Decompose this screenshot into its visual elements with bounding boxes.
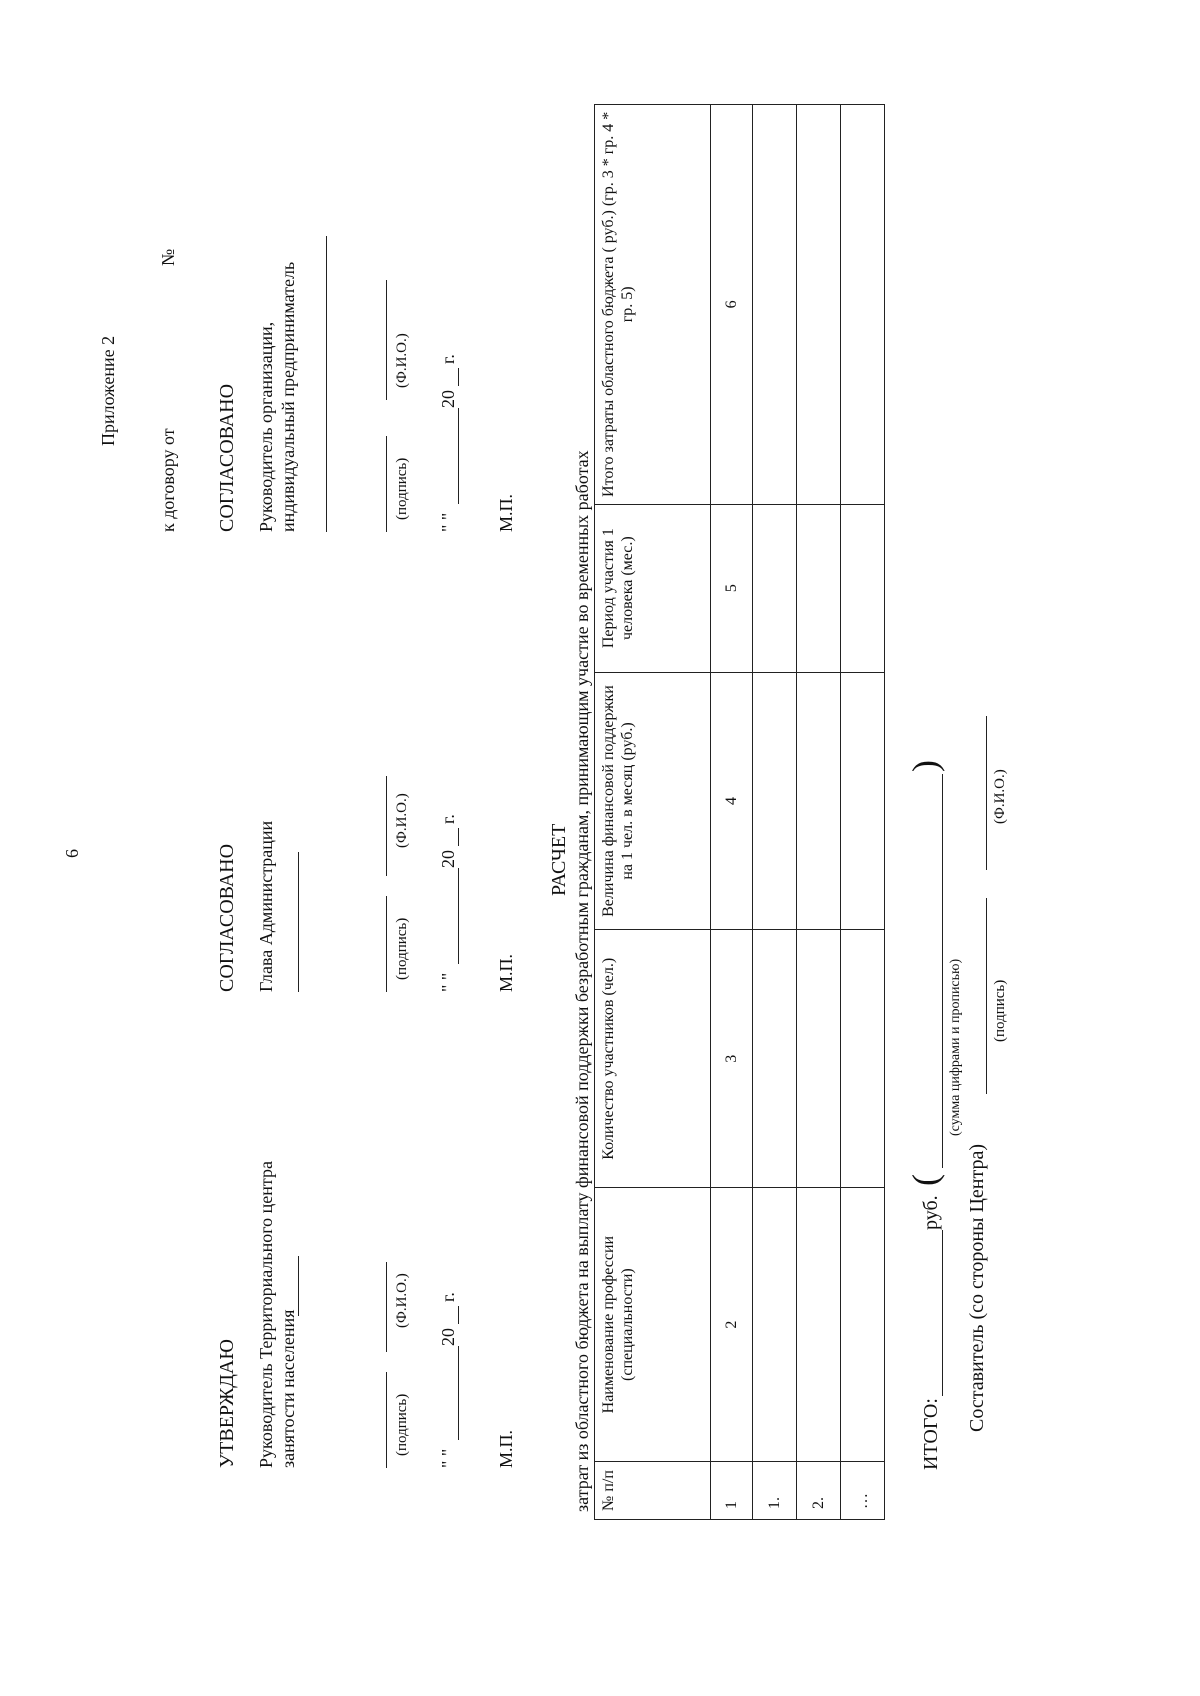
agree-employer-signature-caption: (подпись) — [394, 457, 410, 520]
approve-date-line — [458, 1346, 459, 1440]
approve-position-underline — [298, 1256, 299, 1316]
agree-employer-date-line — [458, 408, 459, 504]
agree-employer-date-year: 20 — [438, 390, 458, 408]
row-total-cell — [841, 105, 885, 505]
row-number-cell: 2. — [797, 1462, 841, 1520]
approve-stamp: М.П. — [496, 1429, 516, 1468]
agree-admin-year-line — [458, 828, 459, 846]
agree-employer-position-underline — [326, 236, 327, 532]
row-participants-cell — [797, 930, 841, 1188]
col-number-6: 6 — [711, 105, 753, 505]
approve-heading: УТВЕРЖДАЮ — [216, 1339, 238, 1468]
agree-admin-stamp: М.П. — [496, 953, 516, 992]
calculation-table — [594, 104, 885, 1520]
calculation-subtitle: затрат из областного бюджета на выплату финансовой поддержки безработным гражданам, принимающим участие во временных работах — [572, 450, 592, 1512]
approve-fio-caption: (Ф.И.О.) — [394, 1273, 410, 1328]
col-number-5: 5 — [711, 504, 753, 672]
total-close-paren: ) — [905, 760, 945, 772]
approve-fio-line — [386, 1262, 387, 1352]
compiler-fio-line — [986, 716, 987, 870]
col-number-1: 1 — [711, 1462, 753, 1520]
approve-year-line — [458, 1306, 459, 1324]
agree-employer-fio-line — [386, 280, 387, 400]
col-number-2: 2 — [711, 1188, 753, 1462]
approve-signature-line — [386, 1372, 387, 1468]
agree-admin-position-underline — [298, 852, 299, 992]
calculation-title: РАСЧЕТ — [548, 823, 570, 896]
row-profession-cell — [841, 1188, 885, 1462]
table-row — [797, 105, 841, 1520]
row-profession-cell — [797, 1188, 841, 1462]
agree-admin-fio-line — [386, 776, 387, 876]
annex-number-sign: № — [158, 248, 178, 266]
row-participants-cell — [841, 930, 885, 1188]
agree-employer-fio-caption: (Ф.И.О.) — [394, 333, 410, 388]
row-support-cell — [753, 672, 797, 930]
total-amount-line — [942, 1230, 943, 1396]
table-row — [753, 105, 797, 1520]
row-number-cell: … — [841, 1462, 885, 1520]
row-profession-cell — [753, 1188, 797, 1462]
col-number-3: 3 — [711, 930, 753, 1188]
compiler-label: Составитель (со стороны Центра) — [966, 1143, 988, 1432]
approve-position-line1: Руководитель Территориального центра — [256, 1161, 276, 1468]
total-label: ИТОГО: — [920, 1398, 942, 1470]
compiler-signature-caption: (подпись) — [992, 979, 1008, 1042]
total-sum-caption: (сумма цифрами и прописью) — [948, 958, 963, 1136]
agree-admin-date-suffix: г. — [438, 814, 458, 824]
approve-date-suffix: г. — [438, 1292, 458, 1302]
row-number-cell: 1. — [753, 1462, 797, 1520]
approve-date-year: 20 — [438, 1328, 458, 1346]
approve-signature-caption: (подпись) — [394, 1393, 410, 1456]
page-number: 6 — [62, 849, 82, 858]
total-words-line — [942, 774, 943, 1168]
total-currency: руб. — [920, 1195, 942, 1230]
header-col-total: Итого затраты областного бюджета ( руб.) (гр. 3 * гр. 4 * гр. 5) — [595, 105, 711, 505]
agree-admin-signature-caption: (подпись) — [394, 917, 410, 980]
agree-employer-year-line — [458, 368, 459, 386]
agree-admin-date-line — [458, 868, 459, 964]
annex-title: Приложение 2 — [98, 335, 118, 446]
agree-employer-date-prefix: " " — [438, 512, 458, 532]
row-period-cell — [797, 504, 841, 672]
approve-position-line2: занятости населения — [278, 1309, 298, 1468]
header-col-number: № п/п — [595, 1462, 711, 1520]
row-period-cell — [841, 504, 885, 672]
header-col-period: Период участия 1 человека (мес.) — [595, 504, 711, 672]
agree-admin-fio-caption: (Ф.И.О.) — [394, 793, 410, 848]
row-support-cell — [797, 672, 841, 930]
agree-admin-position: Глава Администрации — [256, 820, 276, 992]
agree-employer-position-line2: индивидуальный предприниматель — [278, 261, 298, 532]
table-header-row — [595, 105, 711, 1520]
header-col-support-amount: Величина финансовой поддержки на 1 чел. в месяц (руб.) — [595, 672, 711, 930]
compiler-fio-caption: (Ф.И.О.) — [992, 769, 1008, 824]
row-support-cell — [841, 672, 885, 930]
row-total-cell — [753, 105, 797, 505]
table-row — [841, 105, 885, 1520]
agree-employer-signature-line — [386, 436, 387, 532]
compiler-signature-line — [986, 898, 987, 1094]
agree-admin-signature-line — [386, 896, 387, 992]
header-col-participants: Количество участников (чел.) — [595, 930, 711, 1188]
total-open-paren: ( — [905, 1174, 945, 1186]
row-participants-cell — [753, 930, 797, 1188]
table-column-numbers-row — [711, 105, 753, 1520]
approve-date-prefix: " " — [438, 1448, 458, 1468]
agree-employer-stamp: М.П. — [496, 493, 516, 532]
agree-employer-position-line1: Руководитель организации, — [256, 321, 276, 532]
agree-admin-date-year: 20 — [438, 850, 458, 868]
row-period-cell — [753, 504, 797, 672]
row-total-cell — [797, 105, 841, 505]
annex-contract-label: к договору от — [158, 428, 178, 532]
agree-admin-date-prefix: " " — [438, 972, 458, 992]
agree-employer-date-suffix: г. — [438, 354, 458, 364]
col-number-4: 4 — [711, 672, 753, 930]
agree-admin-heading: СОГЛАСОВАНО — [216, 843, 238, 992]
agree-employer-heading: СОГЛАСОВАНО — [216, 383, 238, 532]
header-col-profession: Наименование профессии (специальности) — [595, 1188, 711, 1462]
